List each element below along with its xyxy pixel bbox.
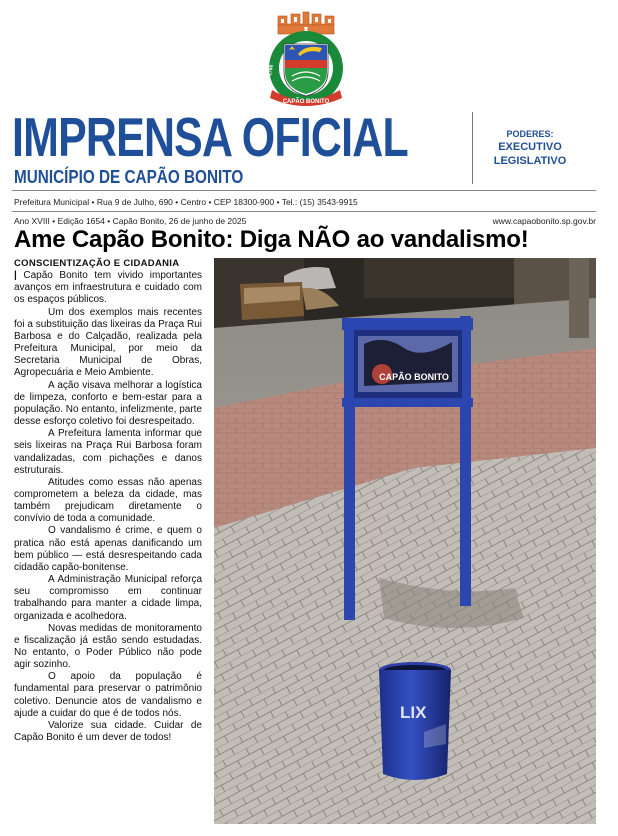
article-paragraph: A ação visava melhorar a logística de limpeza, conforto e bem-estar para a população. No entanto, infelizmente, parte desse esforço coletivo foi desrespeitado.: [14, 379, 202, 428]
sign-text: CAPÃO BONITO: [379, 372, 449, 382]
kicker-separator: |: [14, 270, 24, 282]
article-paragraph: Atitudes como essas não apenas comprometem a beleza da cidade, mas também prejudicam diretamente o convívio de toda a comunidade.: [14, 476, 202, 525]
article-lead: [14, 270, 202, 306]
masthead-subtitle: MUNICÍPIO DE CAPÃO BONITO: [14, 167, 244, 187]
address-line: Prefeitura Municipal • Rua 9 de Julho, 690 • Centro • CEP 18300-900 • Tel.: (15) 3543-9915: [14, 197, 358, 207]
masthead-title: IMPRENSA OFICIAL: [12, 106, 408, 168]
masthead-divider: [472, 112, 473, 184]
article-paragraph: Novas medidas de monitoramento e fiscalização já estão sendo estudadas. No entanto, o Poder Público não pode agir sozinho.: [14, 622, 202, 671]
article-lead-text: Capão Bonito tem vivido importantes avanços em infraestrutura e cuidado com os espaços públicos.: [14, 270, 203, 306]
header-rule-bottom: [12, 211, 596, 212]
article-paragraph: A Prefeitura lamenta informar que seis lixeiras na Praça Rui Barbosa foram vandalizadas, com pichações e danos estruturais.: [14, 428, 202, 476]
article-paragraph: O apoio da população é fundamental para preservar o patrimônio coletivo. Denuncie atos de vandalismo e ajude a cuidar do que é de todos nós.: [14, 671, 202, 719]
crest-year-left: 1766: [267, 64, 275, 77]
vandalized-trash-bin-photo: [214, 258, 596, 824]
powers-label: PODERES:: [506, 129, 554, 139]
article-paragraph: A Administração Municipal reforça seu compromisso em continuar trabalhando para manter a cidade limpa, organizada e acolhedora.: [14, 574, 202, 622]
article-kicker: CONSCIENTIZAÇÃO E CIDADANIA: [14, 258, 180, 269]
powers-item-executive: EXECUTIVO: [498, 141, 562, 153]
article-paragraph: O vandalismo é crime, e quem o pratica não está apenas danificando um bem público — está desrespeitando cada cidadão capão-bonitense.: [14, 525, 202, 573]
headline: Ame Capão Bonito: Diga NÃO ao vandalismo!: [14, 226, 529, 253]
municipal-crest-logo: [262, 10, 350, 108]
crest-ribbon-text: CAPÃO BONITO: [282, 99, 330, 105]
header-rule-top: [12, 190, 596, 191]
powers-block: [480, 128, 580, 168]
edition-line: Ano XVIII • Edição 1654 • Capão Bonito, 26 de junho de 2025: [14, 216, 247, 226]
website-link[interactable]: www.capaobonito.sp.gov.br: [492, 216, 596, 226]
crest-year-right: 1857: [340, 59, 348, 72]
article-paragraph: Valorize sua cidade. Cuidar de Capão Bonito é um dever de todos!: [14, 719, 202, 744]
article-column: [14, 258, 202, 744]
trash-bin-label: LIX: [400, 703, 427, 722]
article-paragraph: Um dos exemplos mais recentes foi a substituição das lixeiras da Praça Rui Barbosa e do Calçadão, realizada pela Prefeitura Municipal, por meio da Secretaria Municipal de Obras, Agropecuária e Meio Ambiente.: [14, 306, 202, 379]
powers-item-legislative: LEGISLATIVO: [493, 155, 567, 167]
